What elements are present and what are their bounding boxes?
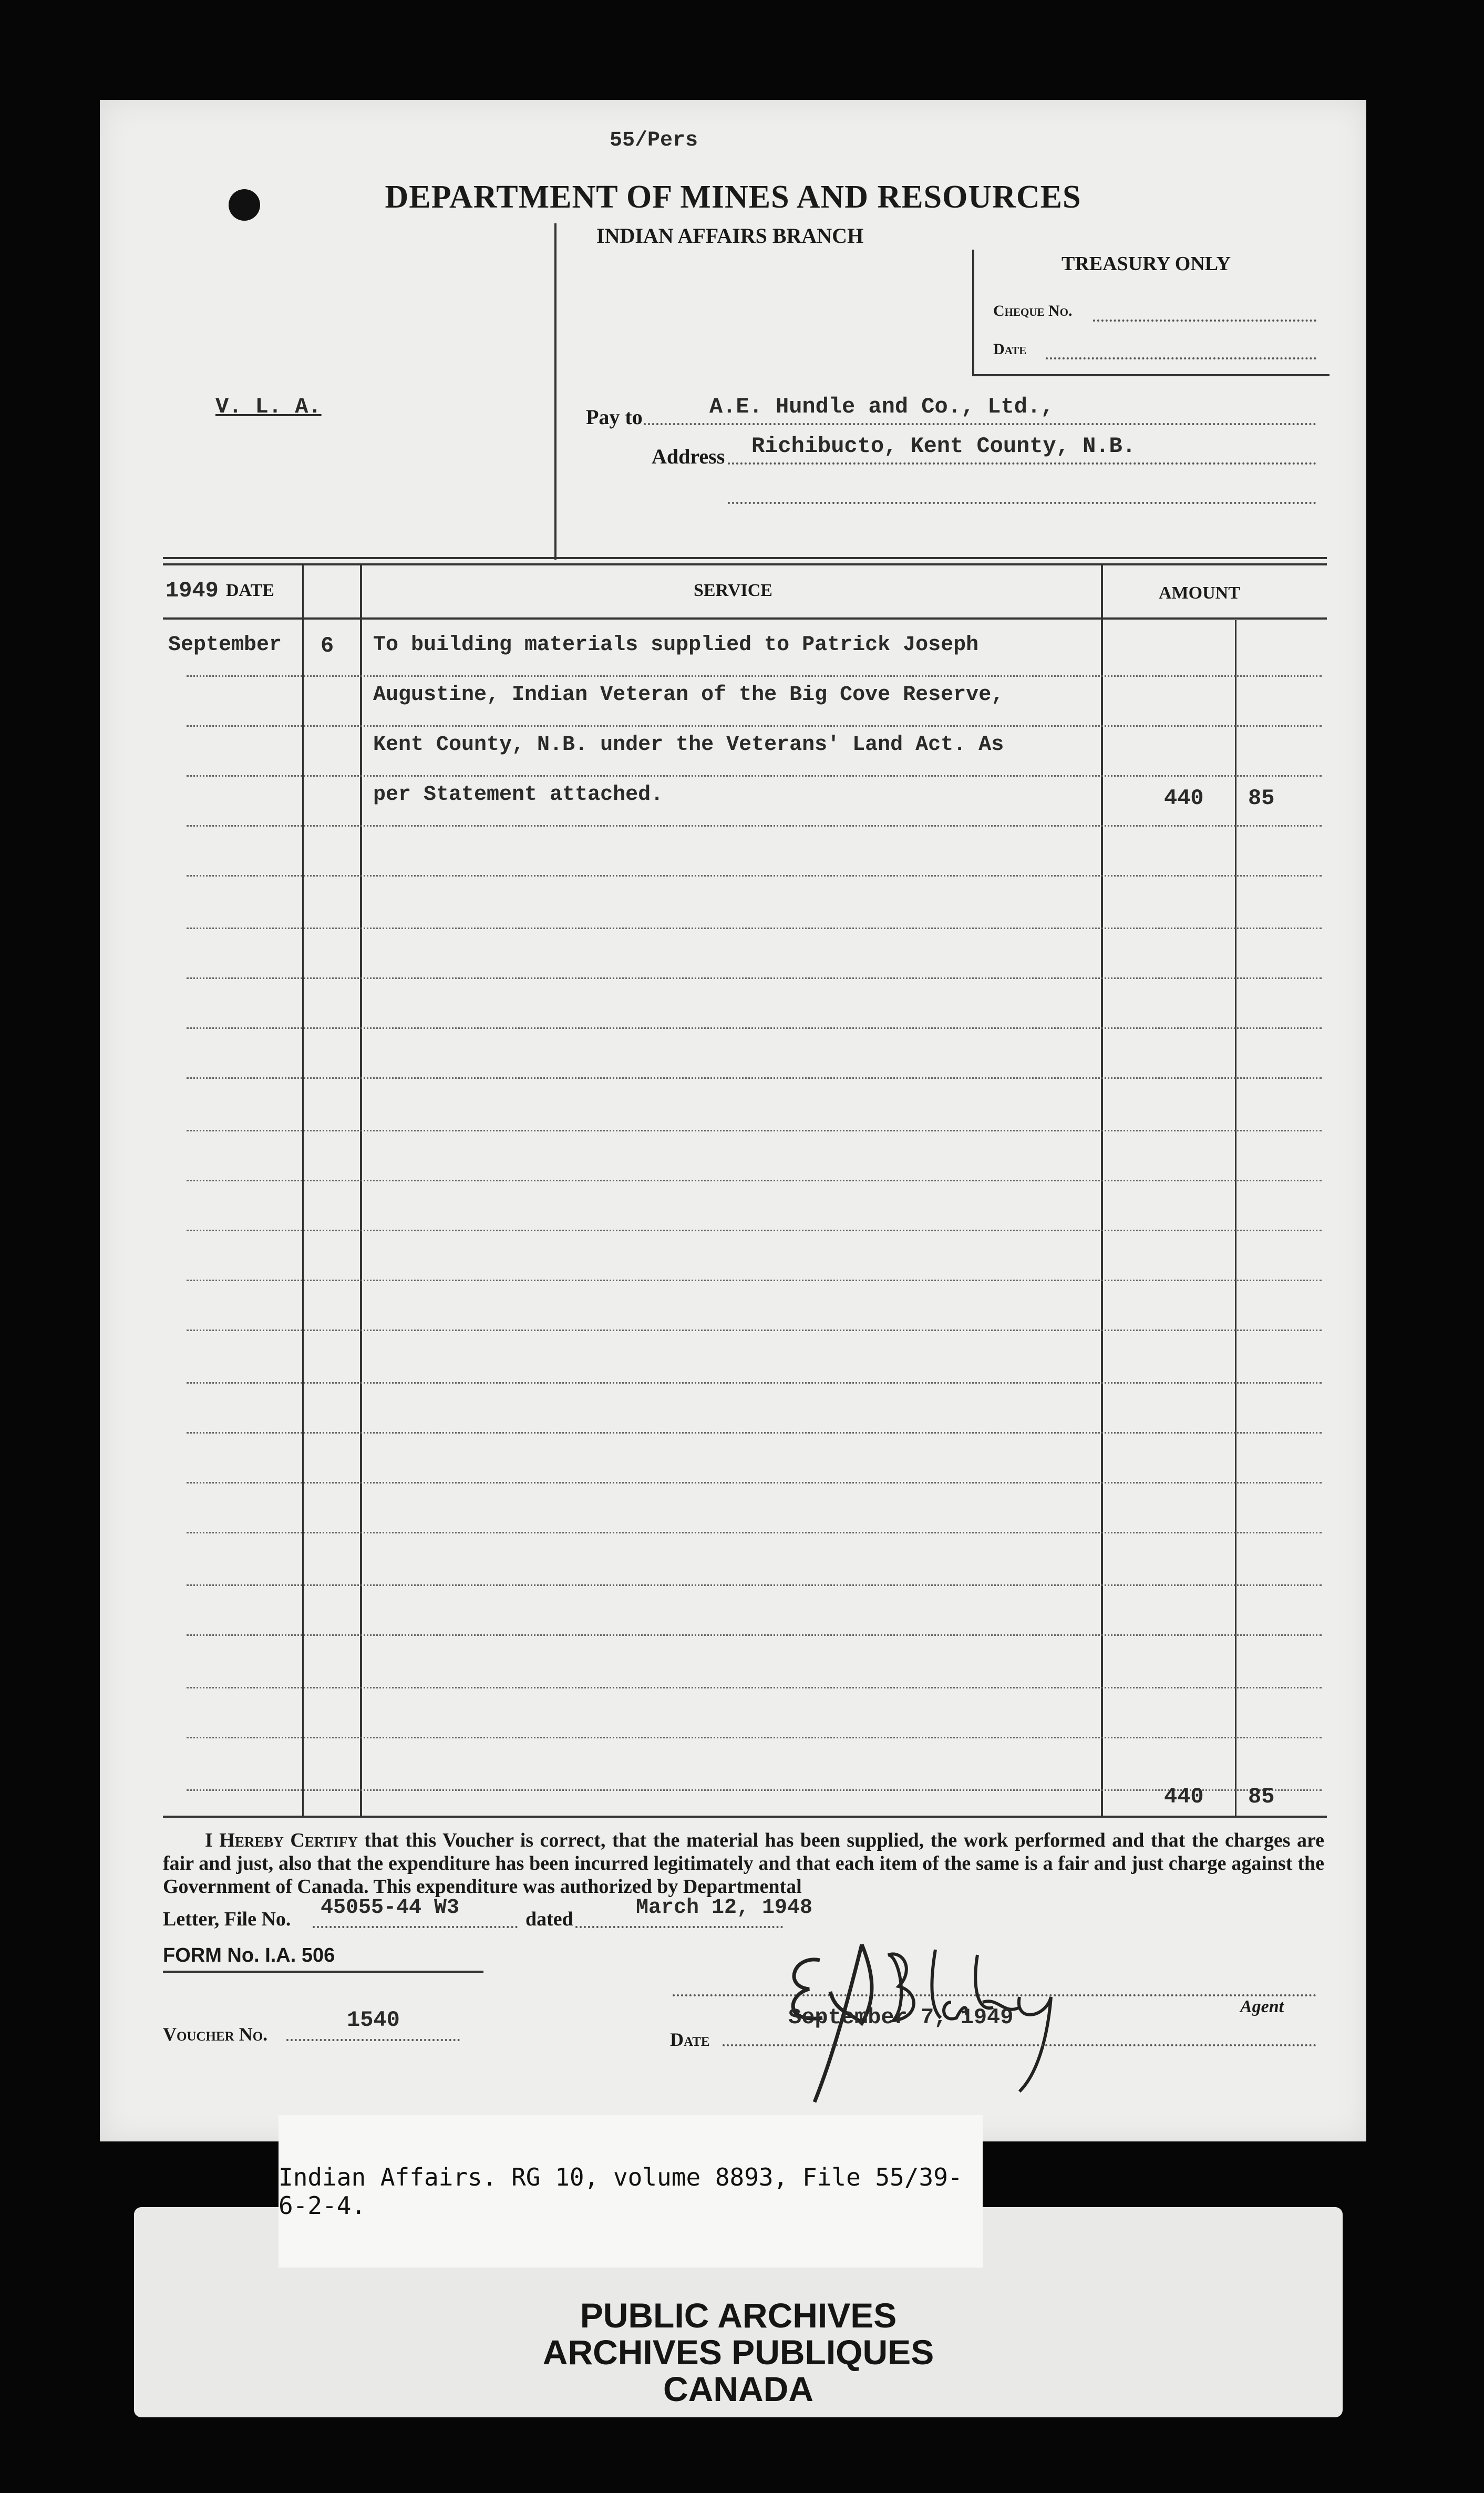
rule-line	[187, 1027, 1322, 1029]
voucher-label: Voucher No.	[163, 2024, 268, 2045]
treasury-date-label: Date	[993, 341, 1027, 358]
service-col-left	[360, 563, 362, 1817]
treasury-box-left	[972, 250, 974, 376]
form-number-underline	[163, 1971, 483, 1973]
archive-line-2: ARCHIVES PUBLIQUES	[542, 2333, 934, 2372]
address-value: Richibucto, Kent County, N.B.	[751, 434, 1136, 459]
entry-day: 6	[321, 633, 334, 658]
address-field-2	[728, 502, 1316, 504]
rule-line	[187, 1482, 1322, 1484]
rule-line	[187, 1789, 1322, 1791]
rule-line	[187, 825, 1322, 827]
voucher-number: 1540	[347, 2007, 400, 2033]
rule-line	[187, 1532, 1322, 1533]
signature-date-label: Date	[670, 2029, 710, 2050]
pay-to-field	[644, 423, 1316, 425]
entry-month: September	[168, 633, 282, 657]
archive-line-1: PUBLIC ARCHIVES	[580, 2296, 897, 2335]
account-code: V. L. A.	[215, 394, 322, 419]
amount-cents: 85	[1248, 786, 1275, 811]
rule-line	[187, 1687, 1322, 1688]
service-line-4: per Statement attached.	[373, 783, 664, 807]
branch-title: INDIAN AFFAIRS BRANCH	[596, 224, 864, 248]
file-no-field	[313, 1926, 518, 1928]
table-top-rule	[163, 557, 1327, 559]
service-line-2: Augustine, Indian Veteran of the Big Cove Reserve,	[373, 683, 1004, 707]
address-field	[728, 462, 1316, 465]
certification-text	[163, 1829, 1324, 1898]
treasury-box-bottom	[972, 374, 1330, 376]
certify-body: that this Voucher is correct, that the material has been supplied, the work performed and that the charges are fair and just, also that the expenditure has been incurred legitimately and that each item of the same is a fair and just charge against the Government of Canada. This expenditure was authorized by Departmental	[163, 1829, 1324, 1898]
treasury-date-field	[1046, 357, 1316, 359]
rule-line	[187, 1130, 1322, 1131]
rule-line	[187, 775, 1322, 777]
year: 1949	[166, 578, 219, 603]
certify-lead: I Hereby Certify	[205, 1829, 358, 1851]
rule-line	[187, 1432, 1322, 1434]
file-reference: 55/Pers	[610, 129, 698, 152]
rule-line	[187, 1330, 1322, 1331]
citation-label	[279, 2115, 983, 2268]
pay-to-value: A.E. Hundle and Co., Ltd.,	[709, 394, 1054, 419]
header-divider	[554, 223, 556, 560]
cheque-label: Cheque No.	[993, 302, 1073, 320]
rule-line	[187, 1634, 1322, 1636]
rule-line	[187, 928, 1322, 929]
total-cents: 85	[1248, 1784, 1275, 1809]
rule-line	[187, 1382, 1322, 1384]
amount-dollars: 440	[1164, 786, 1204, 811]
voucher-field	[286, 2039, 460, 2041]
amount-header: AMOUNT	[1159, 583, 1240, 603]
header-row-rule	[163, 617, 1327, 620]
service-header: SERVICE	[694, 581, 772, 600]
address-label: Address	[652, 445, 725, 468]
form-number: FORM No. I.A. 506	[163, 1944, 335, 1966]
voucher-form	[100, 100, 1366, 2141]
pay-to-label: Pay to	[586, 405, 643, 429]
rule-line	[187, 1584, 1322, 1586]
service-line-1: To building materials supplied to Patrick Joseph	[373, 633, 979, 657]
treasury-title: TREASURY ONLY	[1062, 253, 1231, 275]
letter-file-label: Letter, File No.	[163, 1908, 291, 1930]
amount-col-left	[1101, 563, 1103, 1817]
rule-line	[187, 1230, 1322, 1231]
dated-value: March 12, 1948	[636, 1896, 813, 1920]
rule-line	[187, 1737, 1322, 1738]
cheque-field	[1093, 320, 1316, 322]
archive-line-3: CANADA	[663, 2370, 813, 2408]
rule-line	[187, 1077, 1322, 1079]
table-top-rule-2	[163, 563, 1327, 565]
dated-label: dated	[525, 1908, 573, 1930]
date-header: DATE	[226, 581, 274, 600]
rule-line	[187, 675, 1322, 677]
citation-text: Indian Affairs. RG 10, volume 8893, File 55/39-6-2-4.	[279, 2163, 963, 2220]
signature-date-field	[723, 2044, 1316, 2046]
date-col-divider	[302, 563, 304, 1817]
rule-line	[187, 977, 1322, 979]
rule-line	[187, 1180, 1322, 1181]
total-dollars: 440	[1164, 1784, 1204, 1809]
cents-col-divider	[1235, 620, 1236, 1817]
dated-field	[575, 1926, 783, 1928]
letter-file-no: 45055-44 W3	[321, 1896, 460, 1920]
rule-line	[187, 875, 1322, 877]
rule-line	[187, 1280, 1322, 1281]
table-bottom-rule	[163, 1816, 1327, 1818]
rule-line	[187, 725, 1322, 727]
signature-date: September 7, 1949	[788, 2005, 1014, 2030]
agent-label: Agent	[1240, 1997, 1284, 2016]
department-title: DEPARTMENT OF MINES AND RESOURCES	[385, 179, 1081, 215]
service-line-3: Kent County, N.B. under the Veterans' Land Act. As	[373, 733, 1004, 757]
